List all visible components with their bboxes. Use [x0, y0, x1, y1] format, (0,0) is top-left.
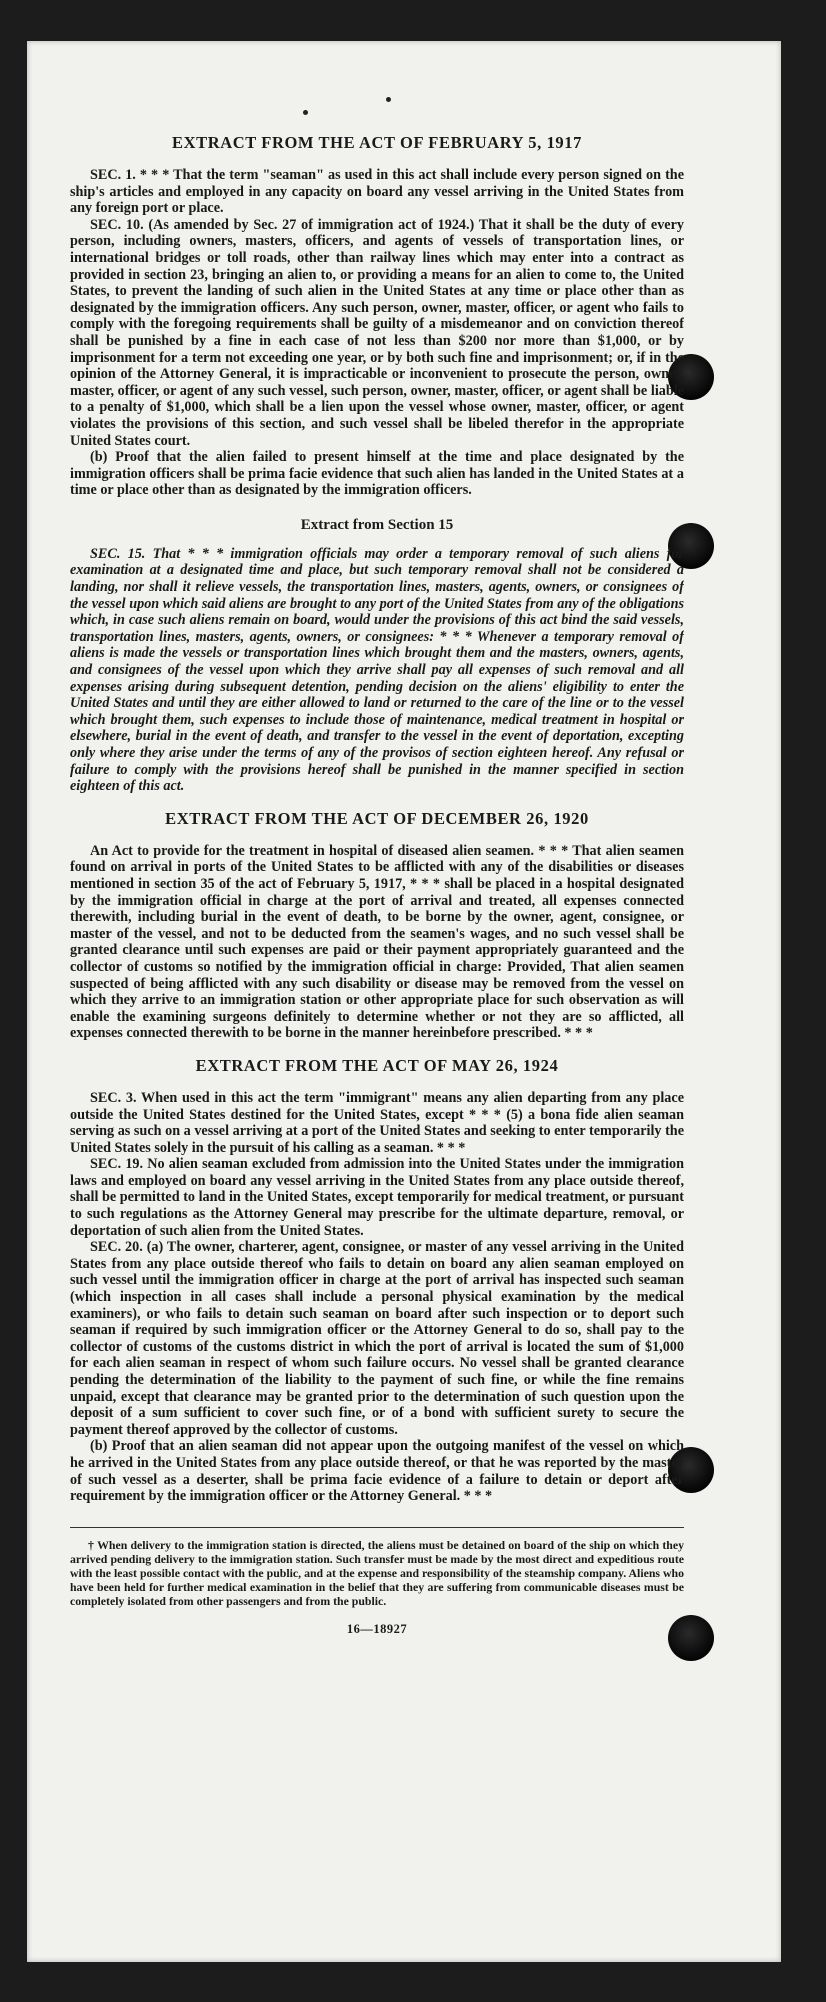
- paragraph-sec20-b: (b) Proof that an alien seaman did not appear upon the outgoing manifest of the vessel on which he arrived in the United States from any place outside thereof, or that he was reported by the master of such vessel as a deserter, shall be prima facie evidence of a failure to detain or deport after requirement by the immigration officer or the Attorney General. * * *: [70, 1438, 684, 1505]
- section-heading-1920: EXTRACT FROM THE ACT OF DECEMBER 26, 1920: [165, 808, 589, 828]
- footnote-divider: [70, 1527, 684, 1528]
- paragraph-sec19: SEC. 19. No alien seaman excluded from admission into the United States under the immigration laws and employed on board any vessel arriving in the United States from any place outside thereof, shall be permitted to land in the United States, except temporarily for medical treatment, or pursuant to such regulations as the Attorney General may prescribe for the ultimate departure, removal, or deportation of such alien from the United States.: [70, 1156, 684, 1239]
- section-heading-1924: EXTRACT FROM THE ACT OF MAY 26, 1924: [195, 1055, 559, 1075]
- section-heading-1917: EXTRACT FROM THE ACT OF FEBRUARY 5, 1917: [172, 133, 582, 152]
- speck-mark: [303, 110, 308, 115]
- paragraph-sec3: SEC. 3. When used in this act the term "immigrant" means any alien departing from any place outside the United States destined for the United States, except * * * (5) a bona fide alien seaman serving as such on a vessel arriving at a port of the United States and seeking to enter temporarily the United States solely in the pursuit of his calling as a seaman. * * *: [70, 1089, 684, 1156]
- footnote: † When delivery to the immigration station is directed, the aliens must be detained on board of the ship on which they arrived pending delivery to the immigration station. Such transfer must be made by the most direct and expeditious route with the least possible contact with the public, and at the expense and responsibility of the steamship company. Aliens who have been held for further medical examination in the belief that they are suffering from communicable diseases must be completely isolated from other passengers and from the public.: [70, 1537, 684, 1608]
- speck-mark: [386, 97, 391, 102]
- paragraph-sec15: SEC. 15. That * * * immigration officials may order a temporary removal of such aliens for examination at a designated time and place, but such temporary removal shall not be considered a landing, nor shall it relieve vessels, the transportation lines, masters, agents, owners, or consignees of the vessel upon which said aliens are brought to any port of the United States from any of the obligations which, in case such aliens remain on board, would under the provisions of this act bind the said vessels, transportation lines, masters, agents, owners, or consignees: * * * Whenever a temporary removal of aliens is made the vessels or transportation lines which brought them and the masters, owners, agents, and consignees of the vessel upon which they arrive shall pay all expenses of such removal and all expenses arising during subsequent detention, pending decision on the aliens' eligibility to enter the United States and until they are either allowed to land or returned to the care of the line or to the vessel which brought them, such expenses to include those of maintenance, medical treatment in hospital or elsewhere, burial in the event of death, and transfer to the vessel in the event of deportation, excepting only where they arise under the terms of any of the provisos of section eighteen hereof. Any refusal or failure to comply with the provisions hereof shall be punished in the manner specified in section eighteen of this act.: [70, 545, 684, 795]
- document-body: [70, 133, 684, 1913]
- paragraph-sec10: SEC. 10. (As amended by Sec. 27 of immigration act of 1924.) That it shall be the duty of every person, including owners, masters, officers, and agents of vessels of transportation lines, or international bridges or toll roads, other than railway lines which may enter into a contract as provided in section 23, bringing an alien to, or providing a means for an alien to come to, the United States, to prevent the landing of such alien in the United States at any time or place other than as designated by the immigration officers. Any such person, owner, master, officer, or agent who fails to comply with the foregoing requirements shall be guilty of a misdemeanor and on conviction thereof shall be punished by a fine in each case of not less than $200 nor more than $1,000, or by imprisonment for a term not exceeding one year, or by both such fine and imprisonment; or, if in the opinion of the Attorney General, it is impracticable or inconvenient to prosecute the person, owner, master, officer, or agent of any such vessel, such person, owner, master, officer, or agent shall be liable to a penalty of $1,000, which shall be a lien upon the vessel whose owner, master, officer, or agent violates the provisions of this section, and such vessel shall be libeled therefor in the appropriate United States court.: [70, 216, 684, 449]
- paragraph-sec1: SEC. 1. * * * That the term "seaman" as used in this act shall include every person signed on the ship's articles and employed in any capacity on board any vessel arriving in the United States from any foreign port or place.: [70, 167, 684, 217]
- paragraph-sec10-b: (b) Proof that the alien failed to present himself at the time and place designated by the immigration officers shall be prima facie evidence that such alien has landed in the United States at a time or place other than as designated by the immigration officers.: [70, 449, 684, 499]
- form-code: 16—18927: [346, 1621, 408, 1636]
- paragraph-1920: An Act to provide for the treatment in hospital of diseased alien seamen. * * * That alien seamen found on arrival in ports of the United States to be afflicted with any of the disabilities or diseases mentioned in section 35 of the act of February 5, 1917, * * * shall be placed in a hospital designated by the immigration official in charge at the port of arrival and treated, all expenses connected therewith, including burial in the event of death, to be borne by the owner, agent, consignee, or master of the vessel, and not to be deducted from the seamen's wages, and no such vessel shall be granted clearance until such expenses are paid or their payment appropriately guaranteed and the collector of customs so notified by the immigration official in charge: Provided, That alien seamen suspected of being afflicted with any such disability or disease may be removed from the vessel on which they arrive to an immigration station or other appropriate place for such observation as will enable the examining surgeons definitely to determine whether or not they are so afflicted, all expenses connected therewith to be borne in the manner hereinbefore prescribed. * * *: [70, 842, 684, 1042]
- paragraph-sec20: SEC. 20. (a) The owner, charterer, agent, consignee, or master of any vessel arriving in the United States from any place outside thereof who fails to detain on board any alien seaman employed on such vessel until the immigration officer in charge at the port of arrival has inspected such seaman (which inspection in all cases shall include a personal physical examination by the medical examiners), or who fails to detain such seaman on board after such inspection or to deport such seaman if required by such immigration officer or the Attorney General to do so, shall pay to the collector of customs of the customs district in which the port of arrival is located the sum of $1,000 for each alien seaman in respect of whom such failure occurs. No vessel shall be granted clearance pending the determination of the liability to the payment of such fine, or while the fine remains unpaid, except that clearance may be granted prior to the determination of such question upon the deposit of a sum sufficient to cover such fine, or of a bond with sufficient surety to secure the payment thereof approved by the collector of customs.: [70, 1239, 684, 1438]
- sub-heading-section15: Extract from Section 15: [300, 516, 454, 533]
